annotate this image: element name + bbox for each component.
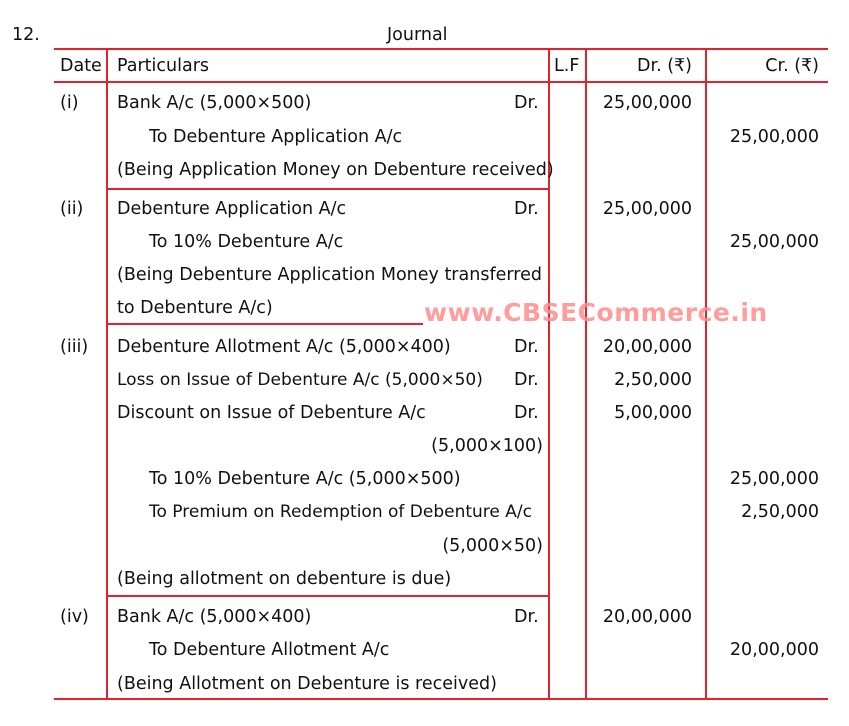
narration: (Being Debenture Application Money transferred: [117, 265, 542, 285]
debit-amount: 25,00,000: [602, 199, 692, 219]
debit-amount: 5,00,000: [614, 403, 692, 423]
debit-amount: 2,50,000: [614, 370, 692, 390]
table-top-rule: [54, 48, 828, 50]
entry-date: (i): [60, 93, 79, 113]
particular-line: To Premium on Redemption of Debenture A/c: [149, 502, 532, 522]
particular-line: (5,000×100): [431, 436, 543, 456]
particular-line: To 10% Debenture A/c: [149, 232, 344, 252]
lf-column-rule: [585, 48, 587, 699]
narration: to Debenture A/c): [117, 298, 273, 318]
narration: (Being Application Money on Debenture received): [117, 160, 554, 180]
entry-separator: [107, 188, 549, 190]
narration: (Being allotment on debenture is due): [117, 569, 452, 589]
particular-line: Debenture Allotment A/c (5,000×400): [117, 337, 451, 357]
dr-mark: Dr.: [514, 337, 539, 357]
debit-amount: 20,00,000: [602, 337, 692, 357]
particular-line: To Debenture Application A/c: [149, 127, 403, 147]
header-debit: Dr. (₹): [637, 56, 692, 76]
entry-date: (iii): [60, 337, 89, 357]
entry-separator: [107, 323, 423, 325]
particular-line: (5,000×50): [442, 536, 543, 556]
particulars-column-rule: [548, 48, 550, 699]
debit-column-rule: [705, 48, 707, 699]
credit-amount: 25,00,000: [729, 232, 819, 252]
header-credit: Cr. (₹): [765, 56, 819, 76]
entry-date: (iv): [60, 607, 89, 627]
header-bottom-rule: [54, 81, 828, 83]
debit-amount: 25,00,000: [602, 93, 692, 113]
header-date: Date: [60, 56, 102, 76]
dr-mark: Dr.: [514, 607, 539, 627]
question-number: 12.: [12, 25, 40, 45]
particular-line: Bank A/c (5,000×500): [117, 93, 312, 113]
credit-amount: 20,00,000: [729, 640, 819, 660]
date-column-rule: [106, 48, 108, 699]
entry-date: (ii): [60, 199, 84, 219]
journal-title: Journal: [387, 25, 448, 45]
header-lf: L.F: [554, 56, 580, 76]
credit-amount: 25,00,000: [729, 127, 819, 147]
dr-mark: Dr.: [514, 199, 539, 219]
table-bottom-rule: [54, 698, 828, 700]
particular-line: To Debenture Allotment A/c: [149, 640, 390, 660]
entry-separator: [107, 595, 549, 597]
particular-line: Bank A/c (5,000×400): [117, 607, 312, 627]
header-particulars: Particulars: [117, 56, 210, 76]
dr-mark: Dr.: [514, 93, 539, 113]
credit-amount: 25,00,000: [729, 469, 819, 489]
debit-amount: 20,00,000: [602, 607, 692, 627]
particular-line: Debenture Application A/c: [117, 199, 347, 219]
particular-line: Loss on Issue of Debenture A/c (5,000×50): [117, 370, 483, 390]
narration: (Being Allotment on Debenture is received): [117, 674, 497, 694]
watermark: www.CBSECommerce.in: [424, 298, 768, 327]
credit-amount: 2,50,000: [741, 502, 819, 522]
particular-line: To 10% Debenture A/c (5,000×500): [149, 469, 461, 489]
particular-line: Discount on Issue of Debenture A/c: [117, 403, 426, 423]
dr-mark: Dr.: [514, 403, 539, 423]
dr-mark: Dr.: [514, 370, 539, 390]
